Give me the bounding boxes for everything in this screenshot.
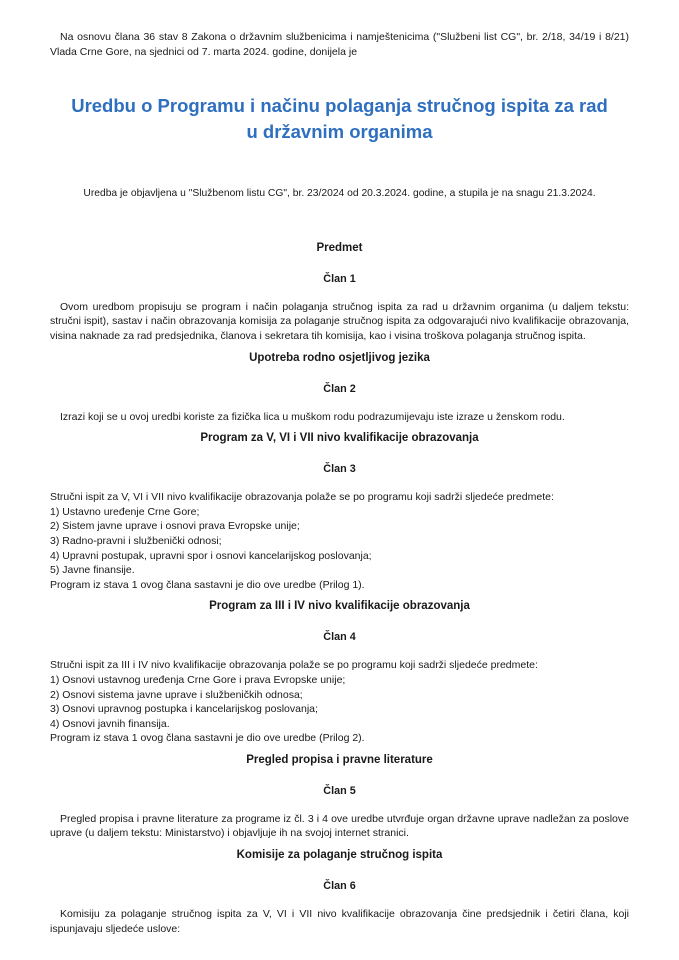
article-number: Član 4: [323, 631, 356, 644]
section-heading: Pregled propisa i pravne literature: [246, 753, 433, 766]
list-item: 2) Osnovi sistema javne uprave i službeničkih odnosa;: [50, 688, 303, 701]
section-pregled-propisa: [50, 752, 629, 841]
article-number: Član 5: [323, 784, 356, 797]
article-closing: Program iz stava 1 ovog člana sastavni je dio ove uredbe (Prilog 1).: [50, 578, 365, 591]
list-item: 3) Radno-pravni i službenički odnosi;: [50, 534, 222, 547]
list-item: 4) Osnovi javnih finansija.: [50, 717, 170, 730]
list-item: 1) Ustavno uređenje Crne Gore;: [50, 505, 200, 518]
publication-note: Uredba je objavljena u "Službenom listu CG", br. 23/2024 od 20.3.2024. godine, a stupila je na snagu 21.3.2024.: [83, 188, 596, 200]
intro-text: Na osnovu člana 36 stav 8 Zakona o državnim službenicima i namještenicima ("Službeni list CG", br. 2/18, 34/19 i 8/21) Vlada Crne Gore, na sjednici od 7. marta 2024. godine, donijela je: [50, 31, 629, 58]
section-rodno-osjetljiv-jezik: [50, 350, 629, 425]
section-heading: Program za V, VI i VII nivo kvalifikacije obrazovanja: [200, 432, 479, 445]
section-heading: Program za III i IV nivo kvalifikacije obrazovanja: [209, 600, 470, 613]
list-item: 1) Osnovi ustavnog uređenja Crne Gore i prava Evropske unije;: [50, 673, 346, 686]
article-paragraph: Ovom uredbom propisuju se program i način polaganja stručnog ispita za rad u državnim organima (u daljem tekstu: stručni ispit), sastav i način obrazovanja komisija za polaganje stručnog ispita za odgovarajući nivo kvalifikacije obrazovanja, visina naknade za rad predsjednika, članova i sekretara tih komisija, kao i visina troškova polaganja stručnog ispita.: [50, 300, 629, 342]
section-predmet: [50, 240, 629, 344]
article-number: Član 1: [323, 272, 356, 285]
list-item: 3) Osnovi upravnog postupka i kancelarijskog poslovanja;: [50, 703, 318, 716]
article-paragraph: Komisiju za polaganje stručnog ispita za V, VI i VII nivo kvalifikacije obrazovanja čine predsjednik i četiri člana, koji ispunjavaju sljedeće uslove:: [50, 908, 629, 935]
section-heading: Predmet: [316, 241, 363, 254]
list-item: 2) Sistem javne uprave i osnovi prava Evropske unije;: [50, 520, 300, 533]
article-paragraph: Pregled propisa i pravne literature za programe iz čl. 3 i 4 ove uredbe utvrđuje organ državne uprave nadležan za poslove uprave (u daljem tekstu: Ministarstvo) i objavljuje ih na svojoj internet stranici.: [50, 812, 629, 840]
list-item: 4) Upravni postupak, upravni spor i osnovi kancelarijskog poslovanja;: [50, 549, 372, 562]
article-number: Član 3: [323, 463, 356, 476]
article-lead: Stručni ispit za V, VI i VII nivo kvalifikacije obrazovanja polaže se po programu koji sadrži sljedeće predmete:: [50, 491, 554, 504]
article-closing: Program iz stava 1 ovog člana sastavni je dio ove uredbe (Prilog 2).: [50, 732, 365, 745]
article-number: Član 2: [323, 382, 356, 395]
section-heading: Komisije za polaganje stručnog ispita: [236, 849, 443, 862]
document-title: Uredbu o Programu i načinu polaganja stručnog ispita za rad u državnim organima: [71, 95, 608, 143]
article-number: Član 6: [323, 880, 356, 893]
list-item: 5) Javne finansije.: [50, 564, 135, 577]
article-paragraph: Izrazi koji se u ovoj uredbi koriste za fizička lica u muškom rodu podrazumijevaju iste izraze u ženskom rodu.: [60, 410, 565, 423]
section-heading: Upotreba rodno osjetljivog jezika: [249, 351, 430, 364]
article-lead: Stručni ispit za III i IV nivo kvalifikacije obrazovanja polaže se po programu koji sadrži sljedeće predmete:: [50, 659, 538, 672]
section-program-v-vi-vii: [50, 430, 629, 592]
section-komisije: [50, 847, 629, 936]
section-program-iii-iv: [50, 598, 629, 746]
